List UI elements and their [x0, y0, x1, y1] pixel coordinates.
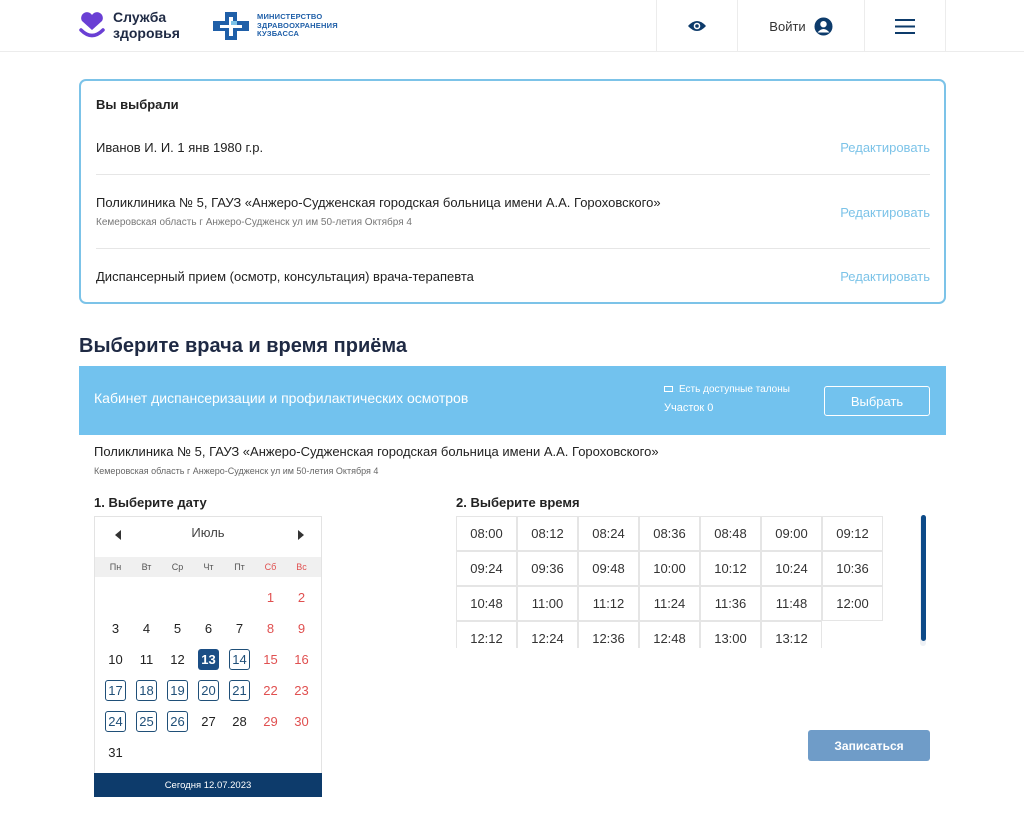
cabinet-name: Кабинет диспансеризации и профилактических осмотров [94, 390, 469, 406]
calendar-day: 8 [266, 621, 275, 636]
divider [96, 248, 930, 249]
time-slot[interactable]: 10:36 [822, 551, 883, 586]
time-slot[interactable]: 08:00 [456, 516, 517, 551]
time-slot[interactable]: 10:12 [700, 551, 761, 586]
calendar-day: 15 [263, 652, 278, 667]
calendar-day[interactable]: 26 [167, 711, 188, 732]
selection-title: Вы выбрали [96, 97, 179, 112]
edit-patient-link[interactable]: Редактировать [840, 140, 930, 155]
time-slot[interactable]: 11:48 [761, 586, 822, 621]
page-title: Выберите врача и время приёма [79, 335, 408, 357]
edit-clinic-link[interactable]: Редактировать [840, 205, 930, 220]
calendar-day: 12 [170, 652, 185, 667]
time-slot[interactable]: 09:24 [456, 551, 517, 586]
clinic-name: Поликлиника № 5, ГАУЗ «Анжеро-Судженская городская больница имени А.А. Гороховского» [96, 195, 661, 210]
time-slot[interactable]: 08:36 [639, 516, 700, 551]
calendar-day: 28 [232, 714, 247, 729]
calendar-day: 23 [294, 683, 309, 698]
cabinet-info [664, 384, 790, 414]
ministry-logo[interactable] [211, 10, 338, 42]
time-slot[interactable]: 12:36 [578, 621, 639, 648]
calendar-day[interactable]: 19 [167, 680, 188, 701]
weekday-label: Пт [234, 562, 245, 572]
clinic-address: Кемеровская область г Анжеро-Судженск ул им 50-летия Октября 4 [96, 217, 412, 228]
time-slot[interactable]: 12:00 [822, 586, 883, 621]
hamburger-menu-icon [895, 19, 915, 34]
weekday-row [95, 557, 321, 577]
calendar-day: 9 [297, 621, 306, 636]
clinic-row [96, 195, 930, 228]
weekday-label: Сб [264, 562, 277, 572]
weekday-label: Вс [296, 562, 307, 572]
calendar-day: 2 [297, 590, 306, 605]
calendar-day[interactable]: 25 [136, 711, 157, 732]
calendar-day[interactable]: 24 [105, 711, 126, 732]
time-slot[interactable]: 13:12 [761, 621, 822, 648]
calendar-day: 5 [173, 621, 182, 636]
time-slot[interactable]: 08:24 [578, 516, 639, 551]
ticket-square-icon [664, 386, 673, 392]
district-label: Участок 0 [664, 402, 714, 414]
calendar-day: 1 [266, 590, 275, 605]
cabinet-clinic-address: Кемеровская область г Анжеро-Судженск ул им 50-летия Октября 4 [94, 466, 379, 476]
time-slot[interactable]: 11:24 [639, 586, 700, 621]
service-row [96, 269, 930, 284]
calendar-day[interactable]: 13 [198, 649, 219, 670]
time-slot[interactable]: 09:00 [761, 516, 822, 551]
calendar-day[interactable]: 14 [229, 649, 250, 670]
heart-logo-icon [78, 10, 106, 40]
eye-icon [687, 19, 707, 33]
time-slot[interactable]: 12:12 [456, 621, 517, 648]
date-calendar [94, 516, 322, 797]
menu-button[interactable] [864, 0, 946, 52]
time-slot[interactable]: 10:48 [456, 586, 517, 621]
accessibility-button[interactable] [656, 0, 737, 52]
date-step-title: 1. Выберите дату [94, 495, 207, 510]
weekday-label: Чт [203, 562, 214, 572]
selection-summary-card [79, 79, 946, 304]
time-slot[interactable]: 10:24 [761, 551, 822, 586]
choose-cabinet-button[interactable]: Выбрать [824, 386, 930, 416]
time-slot[interactable]: 13:00 [700, 621, 761, 648]
calendar-day[interactable]: 21 [229, 680, 250, 701]
ministry-name: МИНИСТЕРСТВО ЗДРАВООХРАНЕНИЯ КУЗБАССА [257, 12, 338, 39]
time-slot[interactable]: 10:00 [639, 551, 700, 586]
time-slot[interactable]: 08:12 [517, 516, 578, 551]
submit-button[interactable]: Записаться [808, 730, 930, 761]
time-slot[interactable]: 11:00 [517, 586, 578, 621]
calendar-day: 4 [142, 621, 151, 636]
calendar-day: 30 [294, 714, 309, 729]
site-header [0, 0, 1024, 52]
time-slot[interactable]: 12:48 [639, 621, 700, 648]
time-step-title: 2. Выберите время [456, 495, 580, 510]
time-slot[interactable]: 09:12 [822, 516, 883, 551]
calendar-day: 3 [111, 621, 120, 636]
time-slot[interactable]: 12:24 [517, 621, 578, 648]
calendar-day: 11 [139, 652, 154, 667]
service-logo[interactable] [78, 9, 180, 41]
brand-name: Служба здоровья [113, 9, 180, 41]
calendar-day: 27 [201, 714, 216, 729]
time-slot[interactable]: 09:36 [517, 551, 578, 586]
medical-cross-icon [211, 10, 255, 42]
calendar-day: 29 [263, 714, 278, 729]
service-name: Диспансерный прием (осмотр, консультация) врача-терапевта [96, 269, 474, 284]
time-scrollbar-thumb[interactable] [921, 515, 926, 641]
cabinet-clinic-name: Поликлиника № 5, ГАУЗ «Анжеро-Судженская городская больница имени А.А. Гороховского» [94, 444, 659, 459]
weekday-label: Ср [171, 562, 184, 572]
calendar-day[interactable]: 20 [198, 680, 219, 701]
divider [96, 174, 930, 175]
login-label: Войти [769, 18, 806, 34]
weekday-label: Вт [141, 562, 152, 572]
calendar-day[interactable]: 18 [136, 680, 157, 701]
triangle-right-icon [298, 530, 304, 540]
calendar-day: 16 [294, 652, 309, 667]
calendar-day[interactable]: 17 [105, 680, 126, 701]
calendar-day: 6 [204, 621, 213, 636]
calendar-day: 22 [263, 683, 278, 698]
time-slot[interactable]: 09:48 [578, 551, 639, 586]
time-slot[interactable]: 11:12 [578, 586, 639, 621]
time-slot[interactable]: 08:48 [700, 516, 761, 551]
today-label: Сегодня 12.07.2023 [94, 773, 322, 797]
calendar-day: 31 [108, 745, 123, 760]
weekday-label: Пн [109, 562, 122, 572]
next-month-button[interactable] [293, 527, 309, 543]
tickets-note: Есть доступные талоны [679, 384, 790, 395]
edit-service-link[interactable]: Редактировать [840, 269, 930, 284]
user-icon [814, 17, 833, 36]
patient-info: Иванов И. И. 1 янв 1980 г.р. [96, 140, 264, 155]
cabinet-band [79, 366, 946, 435]
time-slot[interactable]: 11:36 [700, 586, 761, 621]
calendar-header [95, 517, 321, 555]
calendar-day: 7 [235, 621, 244, 636]
calendar-month: Июль [191, 525, 225, 540]
login-button[interactable] [737, 0, 864, 52]
patient-row [96, 140, 930, 155]
calendar-day: 10 [108, 652, 123, 667]
